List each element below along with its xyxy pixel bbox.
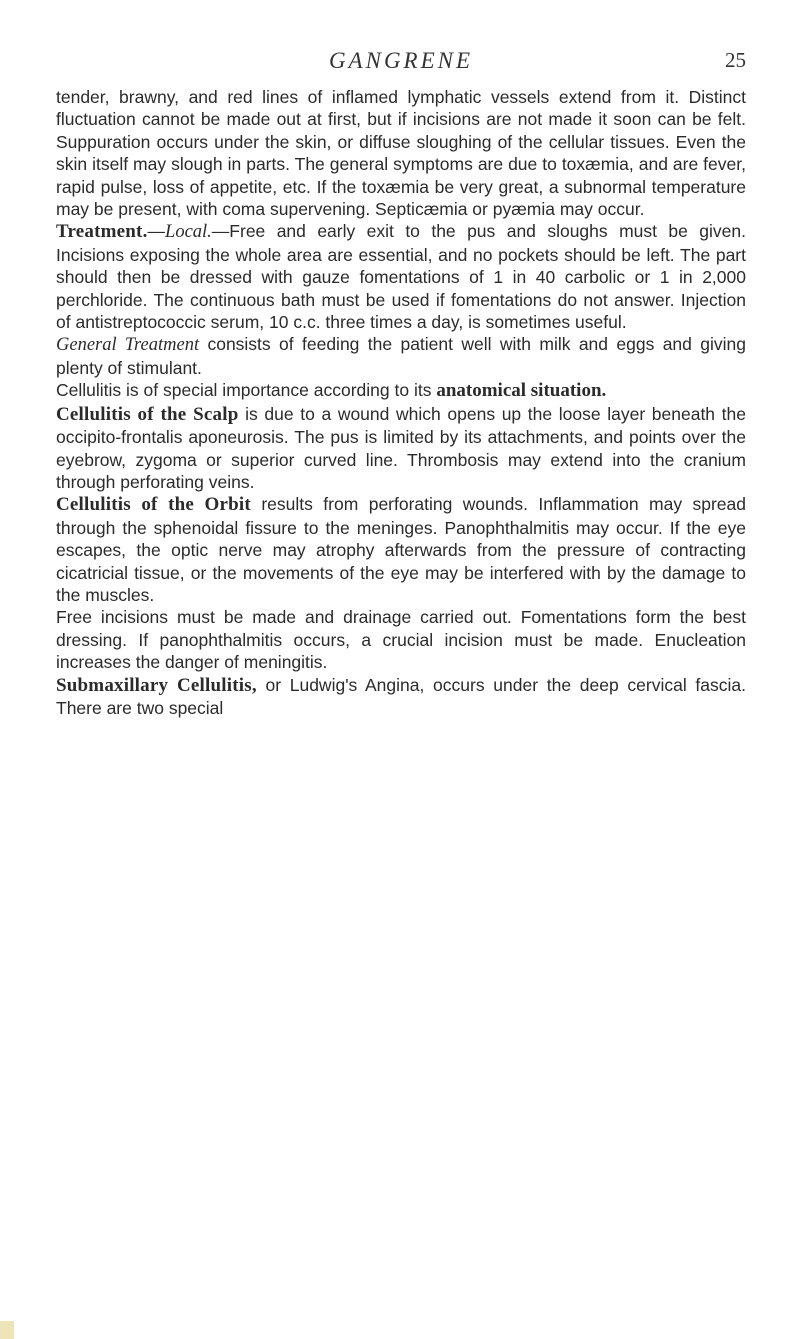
- paragraph-submaxillary-cellulitis: [56, 674, 746, 720]
- cellulitis-orbit-heading: Cellulitis of the Orbit: [56, 494, 251, 516]
- anatomical-situation-heading: anatomical situation.: [436, 380, 607, 402]
- submaxillary-heading: Submaxillary Cellulitis,: [56, 674, 257, 696]
- page-edge-mark: [0, 1321, 14, 1339]
- cellulitis-scalp-text: is due to a wound which opens up the loose layer beneath the occipito-frontalis aponeurosis. The pus is limited by its attachments, and points over the eyebrow, zygoma or superior curved line. Thrombosis may extend into the cranium through perforating veins.: [56, 403, 746, 492]
- body-text: [56, 86, 746, 719]
- paragraph-anatomical-situation: [56, 379, 746, 402]
- anatomical-situation-text: Cellulitis is of special importance according to its: [56, 380, 437, 401]
- local-subheading: Local.: [165, 222, 212, 243]
- paragraph-symptoms: [56, 86, 746, 220]
- book-page: [56, 38, 746, 719]
- general-treatment-subheading: General Treatment: [56, 335, 200, 356]
- running-title: GANGRENE: [328, 48, 474, 73]
- cellulitis-scalp-heading: Cellulitis of the Scalp: [56, 403, 239, 425]
- paragraph-symptoms-text: tender, brawny, and red lines of inflamed lymphatic vessels extend from it. Distinct fluctuation cannot be made out at first, but if incisions are not made it soon can be felt. Suppuration occurs under the skin, or diffuse sloughing of the cellular tissues. Even the skin itself may slough in parts. The general symptoms are due to toxæmia, and are fever, rapid pulse, loss of appetite, etc. If the toxæmia be very great, a subnormal temperature may be present, with coma supervening. Septicæmia or pyæmia may occur.: [56, 87, 746, 220]
- paragraph-orbit-treatment: [56, 606, 746, 673]
- paragraph-general-treatment: [56, 333, 746, 379]
- paragraph-treatment-local: [56, 220, 746, 333]
- treatment-local-text: —Free and early exit to the pus and sloughs must be given. Incisions exposing the whole area are essential, and no pockets should be left. The part should then be dressed with gauze fomentations of 1 in 40 carbolic or 1 in 2,000 perchloride. The continuous bath must be used if fomentations do not answer. Injection of antistreptococcic serum, 10 c.c. three times a day, is sometimes useful.: [56, 221, 746, 333]
- submaxillary-text: or Ludwig's Angina, occurs under the deep cervical fascia. There are two special: [56, 674, 747, 718]
- treatment-heading: Treatment.: [56, 221, 148, 243]
- page-number: 25: [725, 48, 746, 72]
- paragraph-cellulitis-orbit: [56, 493, 746, 606]
- general-treatment-text: consists of feeding the patient well with milk and eggs and giving plenty of stimulant.: [56, 334, 746, 378]
- running-head: [56, 38, 746, 78]
- paragraph-cellulitis-scalp: [56, 403, 746, 494]
- cellulitis-orbit-text: results from perforating wounds. Inflammation may spread through the sphenoidal fissure to the meninges. Panophthalmitis may occur. If the eye escapes, the optic nerve may atrophy afterwards from the pressure of contracting cicatricial tissue, or the movements of the eye may be interfered with by the damage to the muscles.: [56, 494, 746, 605]
- treatment-dash: —: [147, 221, 166, 242]
- orbit-treatment-text: Free incisions must be made and drainage carried out. Fomentations form the best dressing. If panophthalmitis occurs, a crucial incision must be made. Enucleation increases the danger of meningitis.: [56, 607, 746, 673]
